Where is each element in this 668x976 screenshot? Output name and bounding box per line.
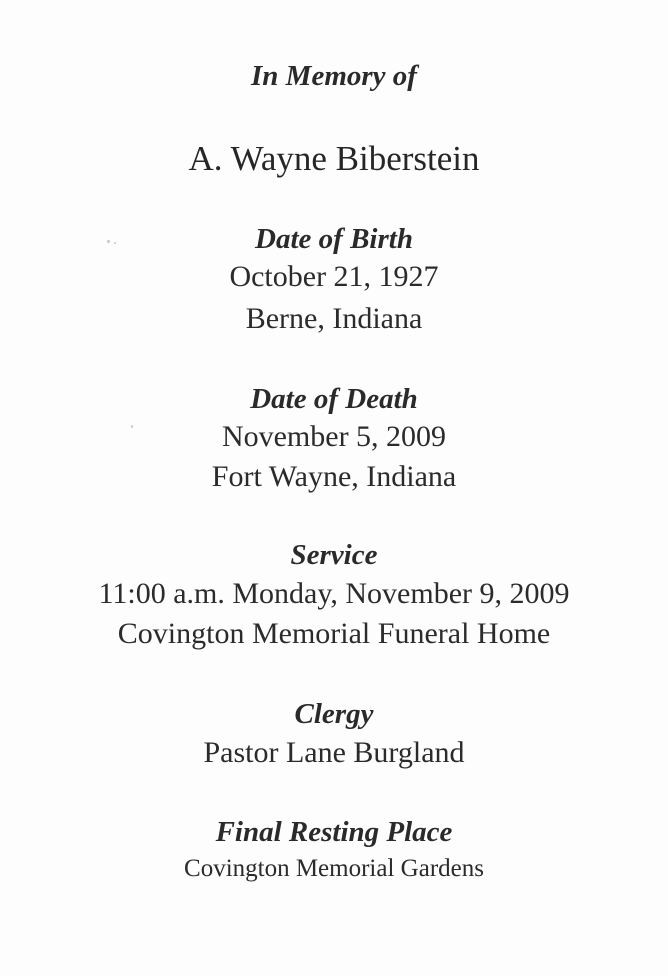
clergy-heading: Clergy bbox=[294, 698, 374, 730]
resting-place-location: Covington Memorial Gardens bbox=[184, 855, 484, 882]
birth-place: Berne, Indiana bbox=[245, 302, 423, 335]
service-location: Covington Memorial Funeral Home bbox=[117, 617, 551, 650]
birth-date: October 21, 1927 bbox=[229, 260, 439, 293]
deceased-name: A. Wayne Biberstein bbox=[188, 139, 480, 178]
resting-place-heading: Final Resting Place bbox=[215, 816, 453, 848]
service-time-date: 11:00 a.m. Monday, November 9, 2009 bbox=[98, 577, 570, 610]
death-place: Fort Wayne, Indiana bbox=[211, 460, 457, 493]
birth-heading: Date of Birth bbox=[255, 223, 413, 255]
memorial-title: In Memory of bbox=[251, 60, 417, 92]
scan-speck bbox=[131, 425, 133, 428]
clergy-name: Pastor Lane Burgland bbox=[203, 736, 465, 769]
death-date: November 5, 2009 bbox=[221, 420, 447, 453]
scan-speck bbox=[107, 240, 110, 243]
scan-speck bbox=[114, 242, 116, 244]
death-heading: Date of Death bbox=[250, 383, 418, 415]
service-heading: Service bbox=[290, 539, 378, 571]
